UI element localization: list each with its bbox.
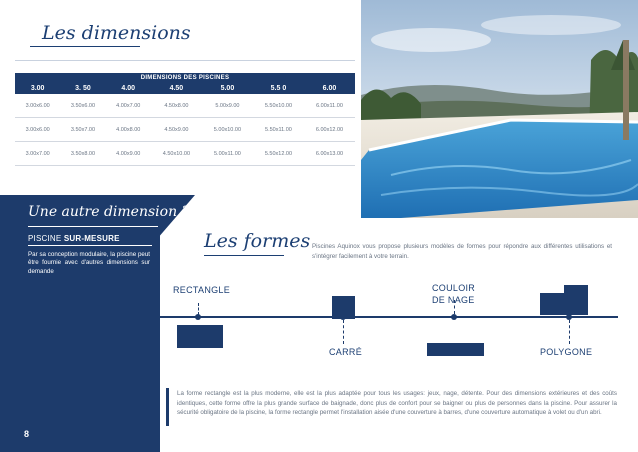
- page-number: 8: [24, 429, 30, 439]
- column-header: 5.5 0: [253, 83, 304, 94]
- table-cell: 5.50x12.00: [253, 142, 304, 166]
- connector-rectangle: [198, 303, 199, 315]
- table-caption-row: [15, 73, 355, 83]
- formes-intro-text: Piscines Aquinox vous propose plusieurs modèles de formes pour répondre aux différentes utilisations et s'intégrer facilement à votre terrain.: [312, 243, 612, 260]
- table-cell: 4.50x9.00: [151, 118, 202, 142]
- label-polygone: POLYGONE: [540, 347, 593, 357]
- shape-polygone: [540, 285, 588, 315]
- table-row: [15, 142, 355, 166]
- section-title-autre-dimension: Une autre dimension ?: [28, 204, 190, 220]
- sur-mesure-text: Par sa conception modulaire, la piscine peut être fournie avec d'autres dimensions sur demande: [28, 251, 150, 275]
- column-header: 3. 50: [60, 83, 105, 94]
- table-cell: 3.00x6.00: [15, 118, 60, 142]
- column-header: 4.50: [151, 83, 202, 94]
- connector-polygone: [569, 320, 570, 344]
- table-cell: 5.00x11.00: [202, 142, 253, 166]
- table-cell: 6.00x11.00: [304, 94, 355, 118]
- connector-carre: [343, 320, 344, 344]
- formes-body-text: La forme rectangle est la plus moderne, elle est la plus adaptée pour tous les usages: jeux, nage, détente. Pour des dimensions extérieures et des coûts identiques, cette forme offre la plus grande surface de baignade, donc plus de confort pour se baigner ou plus de personnes dans la piscine. Pour assurer la sécurité obligatoire de la piscine, la forme rectangle permet l'installation aisée d'une couverture à barres, d'une couverture automatique à volet ou d'un abri.: [177, 390, 617, 416]
- table-row: [15, 118, 355, 142]
- table-cell: 3.00x7.00: [15, 142, 60, 166]
- label-carre: CARRÉ: [329, 347, 363, 357]
- column-header: 5.00: [202, 83, 253, 94]
- label-couloir-line1: COULOIR: [432, 283, 476, 293]
- dimensions-table: [15, 73, 355, 166]
- sur-mesure-heading-bold: SUR-MESURE: [63, 234, 120, 243]
- title-underline: [204, 255, 284, 256]
- table-cell: 4.50x8.00: [151, 94, 202, 118]
- table-header-row: [15, 83, 355, 94]
- table-cell: 6.00x13.00: [304, 142, 355, 166]
- table-cell: 4.00x8.00: [106, 118, 151, 142]
- shape-couloir-de-nage: [427, 343, 484, 356]
- label-couloir-line2: DE NAGE: [432, 295, 475, 305]
- table-cell: 4.00x7.00: [106, 94, 151, 118]
- section-title-dimensions: Les dimensions: [42, 22, 191, 44]
- heading-underline: [28, 245, 152, 246]
- pool-illustration: [361, 0, 638, 218]
- timeline-node-couloir: [451, 314, 457, 320]
- table-cell: 5.00x9.00: [202, 94, 253, 118]
- sur-mesure-heading: [28, 234, 120, 243]
- table-row: [15, 94, 355, 118]
- section-title-formes: Les formes: [204, 230, 311, 252]
- column-header: 6.00: [304, 83, 355, 94]
- connector-couloir: [454, 300, 455, 314]
- shape-carre: [332, 296, 355, 319]
- table-cell: 5.50x10.00: [253, 94, 304, 118]
- title-underline: [28, 226, 158, 227]
- table-cell: 4.00x9.00: [106, 142, 151, 166]
- table-caption: DIMENSIONS DES PISCINES: [15, 73, 355, 83]
- table-cell: 3.50x6.00: [60, 94, 105, 118]
- sur-mesure-heading-plain: PISCINE: [28, 234, 64, 243]
- pool-photo: [361, 0, 638, 218]
- table-cell: 3.00x6.00: [15, 94, 60, 118]
- table-cell: 3.50x7.00: [60, 118, 105, 142]
- table-cell: 5.50x11.00: [253, 118, 304, 142]
- table-cell: 5.00x10.00: [202, 118, 253, 142]
- table-cell: 4.50x10.00: [151, 142, 202, 166]
- column-header: 3.00: [15, 83, 60, 94]
- divider: [15, 60, 355, 61]
- table-cell: 3.50x8.00: [60, 142, 105, 166]
- title-underline: [30, 46, 140, 47]
- shapes-timeline: [155, 316, 618, 318]
- shape-rectangle: [177, 325, 223, 348]
- label-rectangle: RECTANGLE: [173, 285, 231, 295]
- text-accent-bar: [166, 388, 169, 426]
- column-header: 4.00: [106, 83, 151, 94]
- table-cell: 6.00x12.00: [304, 118, 355, 142]
